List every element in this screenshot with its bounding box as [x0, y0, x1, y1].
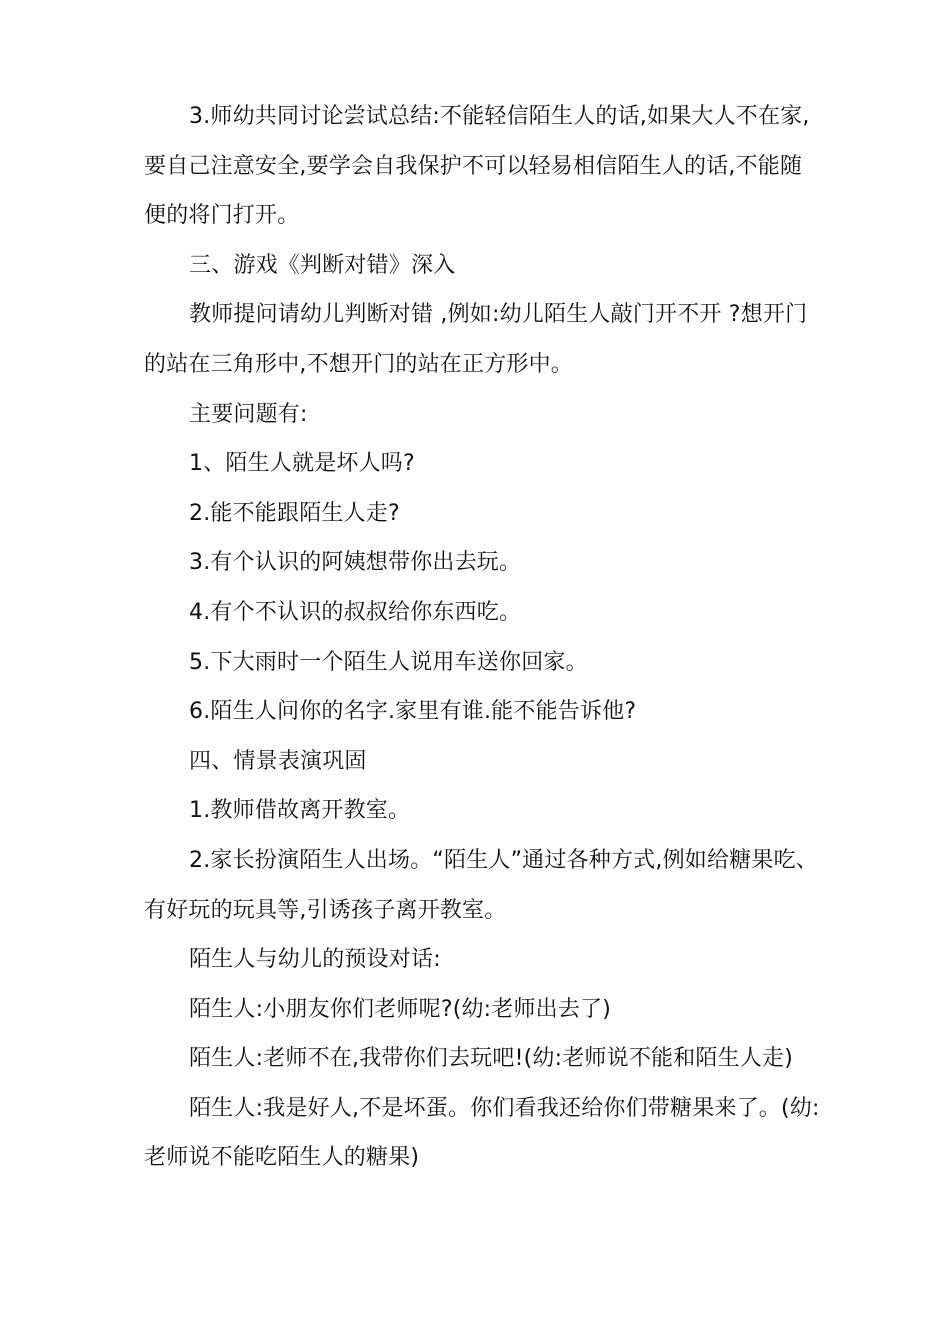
question-item-2: 2.能不能跟陌生人走?	[189, 500, 400, 526]
dialogue-line-2: 陌生人:老师不在,我带你们去玩吧!(幼:老师说不能和陌生人走)	[189, 1046, 794, 1072]
question-item-5: 5.下大雨时一个陌生人说用车送你回家。	[189, 649, 588, 675]
dialogue-line-3: 陌生人:我是好人,不是坏蛋。你们看我还给你们带糖果来了。(幼:老师说不能吃陌生人的糖果)	[144, 1095, 820, 1171]
paragraph-teacher-question: 教师提问请幼儿判断对错 ,例如:幼儿陌生人敲门开不开 ?想开门的站在三角形中,不想开门的站在正方形中。	[144, 302, 808, 377]
section-heading-roleplay: 四、情景表演巩固	[189, 748, 367, 774]
paragraph-summary: 3.师幼共同讨论尝试总结:不能轻信陌生人的话,如果大人不在家,要自己注意安全,要学会自我保护不可以轻易相信陌生人的话,不能随便的将门打开。	[144, 104, 810, 229]
roleplay-step-2: 2.家长扮演陌生人出场。“陌生人”通过各种方式,例如给糖果吃、有好玩的玩具等,引诱孩子离开教室。	[144, 847, 818, 923]
dialogue-intro: 陌生人与幼儿的预设对话:	[189, 947, 441, 973]
section-heading-game: 三、游戏《判断对错》深入	[189, 252, 456, 278]
document-body	[144, 92, 824, 1183]
question-item-1: 1、陌生人就是坏人吗?	[189, 451, 415, 477]
question-item-3: 3.有个认识的阿姨想带你出去玩。	[189, 550, 522, 576]
paragraph-main-questions-label: 主要问题有:	[189, 401, 308, 427]
question-item-6: 6.陌生人问你的名字.家里有谁.能不能告诉他?	[189, 699, 637, 725]
roleplay-step-1: 1.教师借故离开教室。	[189, 798, 411, 824]
question-item-4: 4.有个不认识的叔叔给你东西吃。	[189, 599, 522, 625]
dialogue-line-1: 陌生人:小朋友你们老师呢?(幼:老师出去了)	[189, 996, 612, 1022]
